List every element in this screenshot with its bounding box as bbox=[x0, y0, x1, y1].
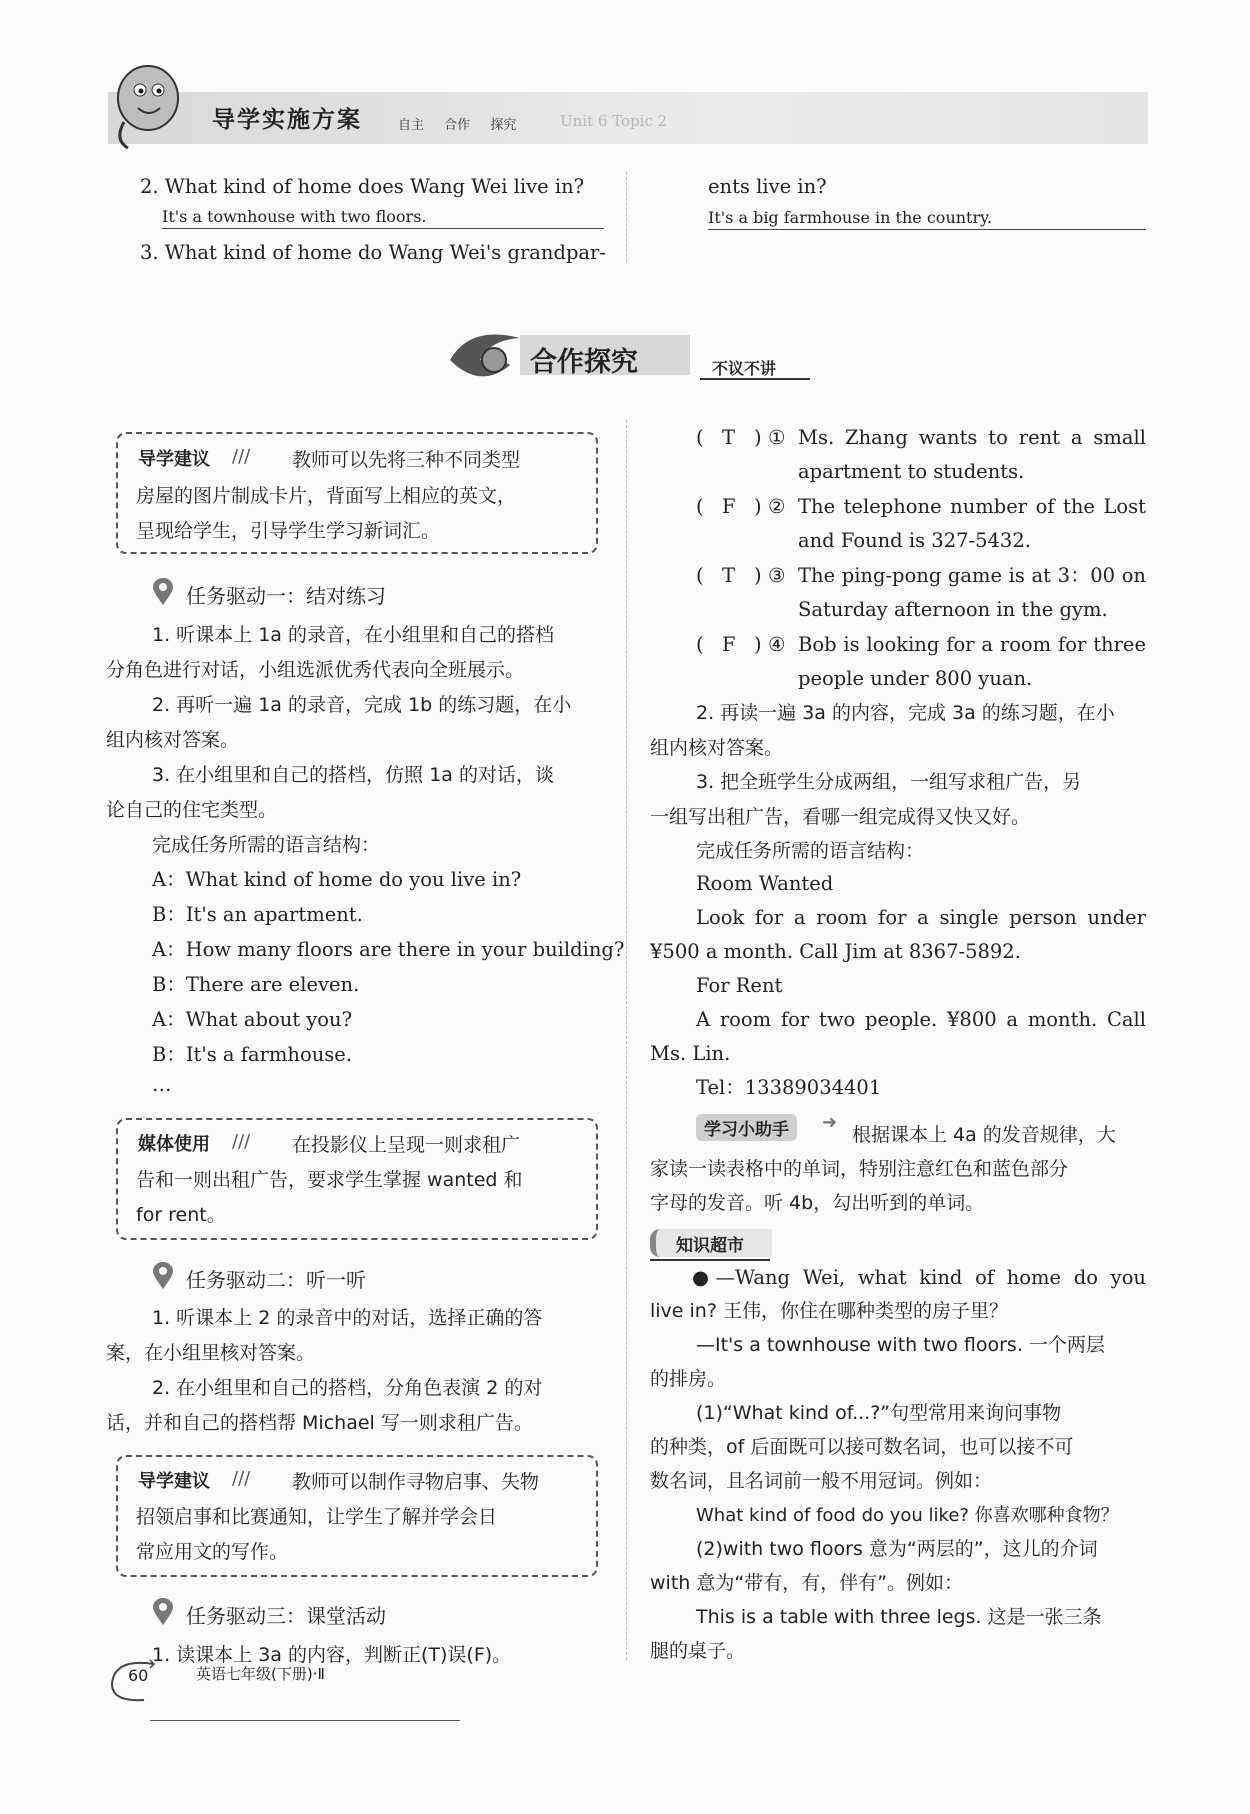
task-text: 2. 再读一遍 3a 的内容，完成 3a 的练习题，在小 bbox=[696, 702, 1115, 724]
knowledge-text: This is a table with three legs. 这是一张三条 bbox=[696, 1606, 1102, 1628]
task-text: 话，并和自己的搭档帮 Michael 写一则求租广告。 bbox=[106, 1412, 533, 1434]
section-subtitle: 不议不讲 bbox=[712, 359, 777, 378]
knowledge-text: 腿的桌子。 bbox=[650, 1640, 746, 1662]
tf-answer: F bbox=[722, 495, 736, 518]
box-text: 教师可以先将三种不同类型 bbox=[292, 449, 521, 471]
box-tag: 导学建议 bbox=[138, 1471, 210, 1492]
knowledge-text: —It's a townhouse with two floors. 一个两层 bbox=[696, 1334, 1105, 1356]
slash-icon: /// bbox=[232, 1131, 251, 1152]
location-pin-icon bbox=[152, 578, 174, 606]
task-text: 1. 读课本上 3a 的内容，判断正(T)误(F)。 bbox=[152, 1644, 512, 1666]
task-text: 组内核对答案。 bbox=[650, 737, 784, 759]
dialog-line: A：How many floors are there in your building? bbox=[152, 938, 625, 961]
section-underline bbox=[700, 378, 810, 380]
knowledge-text: with 意为“带有，有，伴有”。例如： bbox=[650, 1572, 964, 1594]
ad-text: ¥500 a month. Call Jim at 8367-5892. bbox=[650, 940, 1021, 963]
tf-number: ③ bbox=[768, 564, 786, 587]
tf-statement: The telephone number of the Lost bbox=[798, 495, 1146, 518]
dialog-ellipsis: … bbox=[152, 1073, 172, 1096]
dialog-line: A：What about you? bbox=[152, 1008, 353, 1031]
tf-statement: Bob is looking for a room for three bbox=[798, 633, 1146, 656]
tf-paren: ) bbox=[754, 426, 762, 449]
knowledge-text: (1)“What kind of...?”句型常用来询问事物 bbox=[696, 1402, 1062, 1424]
question-3-continued: ents live in? bbox=[708, 175, 827, 198]
tf-paren: ( bbox=[696, 426, 704, 449]
helper-tag: 学习小助手 bbox=[696, 1114, 797, 1141]
dialog-line: B：It's a farmhouse. bbox=[152, 1043, 353, 1066]
header-tag: 自主 bbox=[398, 118, 425, 133]
task-title: 任务驱动三：课堂活动 bbox=[186, 1604, 386, 1628]
box-text: 告和一则出租广告，要求学生掌握 wanted 和 bbox=[136, 1169, 523, 1191]
tf-statement: people under 800 yuan. bbox=[798, 667, 1033, 690]
dialog-line: B：There are eleven. bbox=[152, 973, 360, 996]
task-title: 任务驱动二：听一听 bbox=[186, 1268, 366, 1292]
knowledge-text: What kind of food do you like? 你喜欢哪种食物？ bbox=[696, 1505, 1119, 1526]
knowledge-text: live in? 王伟，你住在哪种类型的房子里？ bbox=[650, 1300, 1008, 1322]
ad-title: Room Wanted bbox=[696, 872, 834, 895]
tf-paren: ) bbox=[754, 633, 762, 656]
column-divider bbox=[626, 420, 627, 1660]
question-2: 2. What kind of home does Wang Wei live in? bbox=[140, 175, 585, 198]
slash-icon: /// bbox=[232, 446, 251, 467]
tf-answer: T bbox=[722, 426, 736, 449]
header-tag: 合作 bbox=[444, 118, 471, 133]
dialog-line: A：What kind of home do you live in? bbox=[152, 868, 522, 891]
ad-text: A room for two people. ¥800 a month. Call bbox=[696, 1008, 1146, 1031]
task-text: 论自己的住宅类型。 bbox=[106, 799, 278, 821]
task-text: 2. 再听一遍 1a 的录音，完成 1b 的练习题，在小 bbox=[152, 694, 572, 716]
task-text: 完成任务所需的语言结构： bbox=[696, 840, 925, 862]
task-title: 任务驱动一：结对练习 bbox=[186, 584, 386, 608]
helper-text: 家读一读表格中的单词，特别注意红色和蓝色部分 bbox=[650, 1158, 1069, 1180]
knowledge-text: (2)with two floors 意为“两层的”，这儿的介词 bbox=[696, 1538, 1098, 1560]
task-text: 1. 听课本上 2 的录音中的对话，选择正确的答 bbox=[152, 1307, 543, 1329]
arrow-icon: ➜ bbox=[822, 1112, 838, 1133]
dialog-line: B：It's an apartment. bbox=[152, 903, 363, 926]
unit-watermark: Unit 6 Topic 2 bbox=[560, 112, 668, 130]
task-text: 3. 把全班学生分成两组，一组写求租广告，另 bbox=[696, 771, 1082, 793]
header-tag: 探究 bbox=[490, 118, 517, 133]
task-text: 3. 在小组里和自己的搭档，仿照 1a 的对话，谈 bbox=[152, 764, 554, 786]
tf-statement: and Found is 327-5432. bbox=[798, 529, 1031, 552]
slash-icon: /// bbox=[232, 1468, 251, 1489]
box-text: 在投影仪上呈现一则求租广 bbox=[292, 1134, 521, 1156]
box-text: 招领启事和比赛通知，让学生了解并学会日 bbox=[136, 1506, 498, 1528]
location-pin-icon bbox=[152, 1598, 174, 1626]
box-tag: 媒体使用 bbox=[138, 1134, 210, 1155]
task-text: 分角色进行对话，小组选派优秀代表向全班展示。 bbox=[106, 659, 525, 681]
tf-answer: T bbox=[722, 564, 736, 587]
tf-number: ① bbox=[768, 426, 786, 449]
page-number: 60 bbox=[128, 1666, 149, 1685]
box-tag: 导学建议 bbox=[138, 449, 210, 470]
knowledge-text: 的排房。 bbox=[650, 1368, 727, 1390]
tf-answer: F bbox=[722, 633, 736, 656]
footer-line bbox=[150, 1720, 460, 1721]
knowledge-text: 的种类，of 后面既可以接可数名词，也可以接不可 bbox=[650, 1436, 1074, 1458]
ad-title: For Rent bbox=[696, 974, 783, 997]
ad-text: Look for a room for a single person under bbox=[696, 906, 1146, 929]
footer-book-title: 英语七年级(下册)·Ⅱ bbox=[196, 1665, 325, 1683]
tf-number: ④ bbox=[768, 633, 786, 656]
task-text: 组内核对答案。 bbox=[106, 729, 240, 751]
ad-text: Ms. Lin. bbox=[650, 1042, 731, 1065]
section-title: 合作探究 bbox=[530, 347, 638, 378]
answer-2: It's a townhouse with two floors. bbox=[162, 207, 604, 229]
helper-text: 字母的发音。听 4b，勾出听到的单词。 bbox=[650, 1192, 985, 1214]
box-text: 常应用文的写作。 bbox=[136, 1541, 289, 1563]
tf-statement: Ms. Zhang wants to rent a small bbox=[798, 426, 1146, 449]
box-text: for rent。 bbox=[136, 1204, 226, 1226]
tf-statement: The ping-pong game is at 3：00 on bbox=[798, 564, 1146, 587]
box-text: 房屋的图片制成卡片，背面写上相应的英文， bbox=[136, 485, 517, 507]
tf-statement: apartment to students. bbox=[798, 460, 1025, 483]
tf-paren: ( bbox=[696, 564, 704, 587]
knowledge-text: 数名词，且名词前一般不用冠词。例如： bbox=[650, 1470, 993, 1492]
tf-statement: Saturday afternoon in the gym. bbox=[798, 598, 1108, 621]
helper-text: 根据课本上 4a 的发音规律，大 bbox=[852, 1124, 1116, 1146]
location-pin-icon bbox=[152, 1262, 174, 1290]
task-text: 一组写出租广告，看哪一组完成得又快又好。 bbox=[650, 806, 1031, 828]
answer-3: It's a big farmhouse in the country. bbox=[708, 208, 1146, 230]
tf-paren: ) bbox=[754, 495, 762, 518]
knowledge-text: ●—Wang Wei, what kind of home do you bbox=[692, 1266, 1146, 1289]
task-text: 2. 在小组里和自己的搭档，分角色表演 2 的对 bbox=[152, 1377, 543, 1399]
header-title: 导学实施方案 bbox=[212, 107, 362, 133]
mascot-icon bbox=[104, 60, 186, 152]
column-divider bbox=[626, 172, 627, 262]
tf-number: ② bbox=[768, 495, 786, 518]
header-tags bbox=[398, 114, 532, 133]
box-text: 呈现给学生，引导学生学习新词汇。 bbox=[136, 520, 441, 542]
tf-paren: ) bbox=[754, 564, 762, 587]
knowledge-tag: 知识超市 bbox=[676, 1236, 744, 1256]
tf-paren: ( bbox=[696, 495, 704, 518]
ad-tel: Tel：13389034401 bbox=[696, 1076, 882, 1099]
task-text: 完成任务所需的语言结构： bbox=[152, 834, 381, 856]
question-3: 3. What kind of home do Wang Wei's grandpar- bbox=[140, 241, 606, 264]
section-emblem-icon bbox=[440, 320, 530, 390]
tf-paren: ( bbox=[696, 633, 704, 656]
task-text: 1. 听课本上 1a 的录音，在小组里和自己的搭档 bbox=[152, 624, 554, 646]
box-text: 教师可以制作寻物启事、失物 bbox=[292, 1471, 540, 1493]
task-text: 案，在小组里核对答案。 bbox=[106, 1342, 316, 1364]
